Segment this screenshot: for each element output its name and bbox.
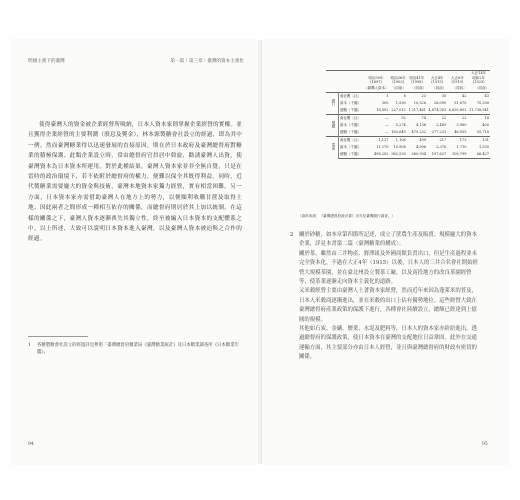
table-cell: 197,627 bbox=[427, 151, 447, 159]
table-cell: 217 bbox=[427, 136, 447, 144]
table-unit-cell: （臺灣人資本） bbox=[364, 85, 389, 90]
securities-table bbox=[326, 70, 490, 159]
table-unit-cell: （同前） bbox=[475, 85, 489, 90]
table-row-label: 資本（千圓） bbox=[340, 122, 361, 127]
table-cell: 498,202 bbox=[362, 151, 389, 159]
table-group-label: 銀行 bbox=[326, 92, 339, 114]
table-cell: 2,469 bbox=[436, 123, 447, 127]
table-unit-cell: （同前） bbox=[391, 85, 406, 90]
table-column-header: 明治30年 (1897) bbox=[362, 71, 389, 85]
table-group-label: 電氣 bbox=[326, 136, 339, 158]
table-cell: 560,994 bbox=[407, 151, 427, 159]
table-cell: — bbox=[362, 114, 389, 122]
left-page-number: 94 bbox=[28, 442, 34, 447]
table-cell: 70,200 bbox=[476, 101, 489, 105]
table-row bbox=[326, 107, 490, 115]
table-cell: 400 bbox=[482, 123, 489, 127]
left-footnote-text: 各糖製糖會社設立的經過詳見參照「臺灣總督府糖業局《臺灣糖業統計》及日本糖業調查所《日本糖業年鑑》。 bbox=[37, 343, 239, 356]
left-body-text bbox=[28, 120, 242, 312]
table-cell: 499 bbox=[407, 136, 427, 144]
table-column-header: 大正14年 昭和2年 (1925) bbox=[467, 71, 490, 85]
table-cell: 277,231 bbox=[431, 130, 447, 134]
table-row-label: 會社數（社） bbox=[340, 93, 361, 98]
table-cell: 1,217,461 bbox=[408, 108, 427, 112]
table-row bbox=[326, 100, 490, 107]
table-row-label: 總額（千圓） bbox=[340, 129, 361, 134]
table-cell: 43 bbox=[467, 92, 490, 100]
table-cell: — bbox=[385, 123, 389, 127]
table-row bbox=[326, 122, 490, 129]
table-cell: 1,127 bbox=[362, 136, 389, 144]
left-body-paragraph: 使得臺灣人的資金被企業經營所吸納，日本人資本家則掌握企業經營的實權。並且獲得企業經營的主要利潤（股息及獎金），林本源製糖會社設立的經過，即為其中一例。然而臺灣糖業得以迅速發展的直接原因，則在於日本政府及臺灣總督府對糖業的積極保護。此類企業設立時，常由總督府官員居中斡旋，勸誘臺灣人出資，使臺灣資本為日本資本所運用。對於此種結果，臺灣人資本家並非全無自覺，只是在當時的政治環境下，若不依附於總督府的權力，便難以保全其既得利益。同時，近代製糖業需要龐大的資金與技術，臺灣本地資本家獨力經營，實有相當困難。另一方面，日本資本家亦需借助臺灣人在地方上的勢力，以便順利收購甘蔗及取得土地。因此兩者之間形成一種相互依存的關係，而總督府則居於其上加以統制。在這樣的關係之下，臺灣人資本逐漸喪失其獨立性，終至被編入日本資本的支配體系之中。以上所述，大致可以說明日本資本進入臺灣，以及臺灣人資本被迫與之合作的經過。 bbox=[28, 122, 242, 243]
table-cell: 55,718 bbox=[476, 130, 489, 134]
table-cell: 2,370 bbox=[436, 145, 447, 149]
table-corner-cell bbox=[326, 71, 339, 85]
table-row bbox=[326, 151, 490, 159]
table-cell: 1,350 bbox=[478, 145, 489, 149]
table-cell: 173 bbox=[447, 136, 467, 144]
table-unit-cell: （同前） bbox=[452, 85, 467, 90]
right-running-head: 第一篇｜第三章｜臺灣的資本主義化 bbox=[170, 59, 244, 64]
table-row bbox=[326, 136, 490, 144]
table-cell: 46,955 bbox=[454, 130, 467, 134]
table-cell: 1,710 bbox=[456, 145, 467, 149]
table-cell: 8 bbox=[390, 92, 407, 100]
table-row-label: 總額（千圓） bbox=[340, 107, 361, 112]
table-cell: 1,108 bbox=[390, 136, 407, 144]
table-cell: 23 bbox=[407, 92, 427, 100]
table-cell: 35 bbox=[427, 92, 447, 100]
table-cell: 18 bbox=[467, 114, 490, 122]
table-cell: 962,535 bbox=[391, 152, 406, 156]
table-column-header: 明治36年 (1903) bbox=[390, 71, 407, 85]
table-cell: 3,980 bbox=[456, 123, 467, 127]
table-cell: 22 bbox=[427, 114, 447, 122]
table-cell: 26,090 bbox=[433, 101, 447, 105]
table-source-note: （資料來源：《臺灣總督府統計書》各年及臺灣銀行調查。） bbox=[298, 214, 396, 218]
table-unit-row bbox=[326, 85, 490, 93]
table-unit-cell: （同前） bbox=[432, 85, 447, 90]
table-cell: 51,870 bbox=[454, 101, 467, 105]
table-cell: 74 bbox=[407, 114, 427, 122]
table-row bbox=[326, 114, 490, 122]
table-cell: 18,502 bbox=[376, 108, 389, 112]
table-cell: 131 bbox=[467, 136, 490, 144]
table-cell: 5,274 bbox=[395, 123, 406, 127]
table-column-header: 大正8年 (1919) bbox=[447, 71, 467, 85]
table-row-label: 會社數（社） bbox=[340, 137, 361, 142]
table-cell: 4,996 bbox=[415, 145, 427, 149]
table-unit-cell: （同前） bbox=[412, 85, 427, 90]
table-corner-cell bbox=[339, 85, 363, 93]
table-body bbox=[326, 92, 490, 158]
table-cell: 1,530 bbox=[395, 101, 406, 105]
table-cell: — bbox=[385, 130, 389, 134]
left-footnote-rule bbox=[28, 336, 88, 337]
table-cell: 479,232 bbox=[411, 130, 427, 134]
table-cell: 11,738,941 bbox=[468, 108, 489, 112]
table-cell: 52 bbox=[390, 114, 407, 122]
left-footnote bbox=[28, 342, 242, 357]
table-cell: 4,136 bbox=[415, 123, 427, 127]
table-row bbox=[326, 144, 490, 151]
table-group-label: 製糖 bbox=[326, 114, 339, 136]
table-corner-cell bbox=[339, 71, 363, 85]
table-cell: 11,170 bbox=[376, 145, 389, 149]
table-cell: 4,874,053 bbox=[428, 108, 447, 112]
table-cell: 42 bbox=[447, 92, 467, 100]
table-row-label: 會社數（社） bbox=[340, 115, 361, 120]
right-page-number: 95 bbox=[482, 442, 488, 447]
right-body-text: 關於砂糖，如本章第四節所記述，成立了蔗農生產及販賣、規模龐大的資本企業，詳見本書第二篇〈臺灣糖業的構成〉。 關於茶，雖然由三井物產、野澤組及外國商館負責出口，但是生產過程並未完全資本化，不過在大正4年（1915）以後，日本人的三井合名會社開始經營大規模茶園，並在臺北州設立製茶工廠，以及南投地方的改良茶園經營等，使茶業逐漸走向資本主義化的道路。 又米穀經營主要由臺灣人土著資本家經營，然而近年來因為蓬萊米的普及，日本人米穀商逐漸進出，並在米穀的出口上佔有優勢地位。這些經營大致在臺灣總督府產業政策的保護下進行，各種會社陸續設立，總額已經達到上億圓的規模。 其他如石炭、金礦、鹽業、水泥及肥料等，日本人的資本家亦紛紛進出，透過總督府的保護政策，使日本資本在臺灣的支配地位日益鞏固。此外在交通運輸方面，其主要部分亦由日本人經營，並且與臺灣總督府的財政有密切的關係。 bbox=[299, 232, 478, 361]
table-column-header: 大正4年 (1915) bbox=[427, 71, 447, 85]
table-cell: 1 bbox=[362, 92, 389, 100]
table-row-label: 資本（千圓） bbox=[340, 144, 361, 149]
right-footnote-number: 2 bbox=[290, 232, 294, 238]
table-cell: 163,649 bbox=[391, 130, 406, 134]
table-header-row bbox=[326, 71, 490, 85]
table-row-label: 總額（千圓） bbox=[339, 151, 363, 159]
left-running-head: 明國主義下的臺灣 bbox=[28, 59, 65, 64]
table-column-header: 明治41年 (1908) bbox=[407, 71, 427, 85]
left-footnote-number: 1 bbox=[28, 343, 31, 348]
table-cell: 66,427 bbox=[467, 151, 490, 159]
table-cell: 227,012 bbox=[391, 108, 406, 112]
table-cell: 109,799 bbox=[447, 151, 467, 159]
table-row bbox=[326, 92, 490, 100]
table-cell: 10,908 bbox=[393, 145, 406, 149]
table-corner-cell bbox=[326, 85, 339, 93]
table-cell: 300 bbox=[381, 101, 389, 105]
table-cell: 10,526 bbox=[413, 101, 427, 105]
table-cell: 6,655,802 bbox=[448, 108, 467, 112]
table-row-label: 資本（千圓） bbox=[340, 100, 361, 105]
right-note-block bbox=[290, 231, 480, 363]
table-row bbox=[326, 129, 490, 137]
table-cell: 22 bbox=[447, 114, 467, 122]
